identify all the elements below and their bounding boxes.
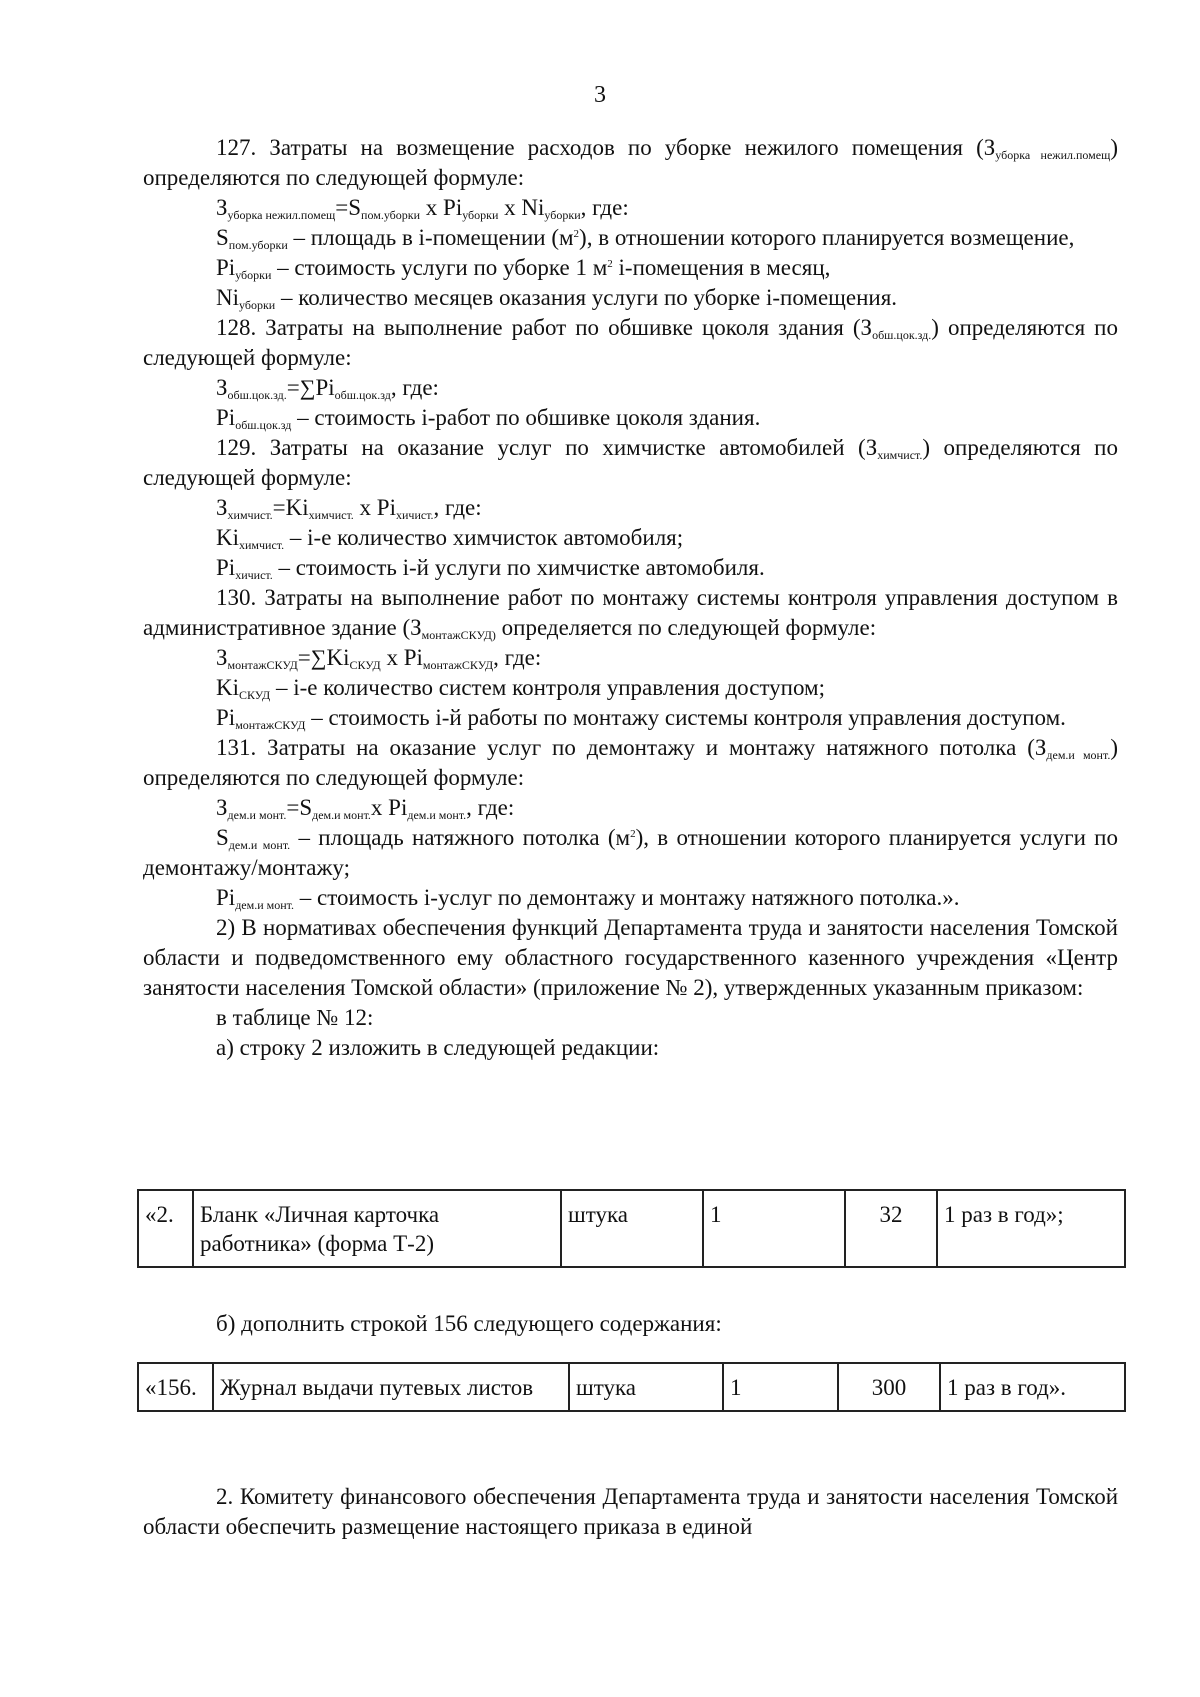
document-body (143, 133, 1118, 1063)
table-cell-frequency: 1 раз в год»; (937, 1190, 1125, 1267)
page-number: 3 (594, 82, 606, 108)
definition-127-price: $Pi_{уборки}$ – стоимость услуги по уборке 1 $м^2$ i-помещения в месяц, (216, 255, 831, 282)
table-cell-frequency: 1 раз в год». (940, 1363, 1125, 1411)
table-row (138, 1190, 1125, 1267)
formula-128: $З_{обш.цок.зд.}=\sum Pi_{обш.цок.зд}$, где: (216, 375, 439, 402)
definition-129-price: $Pi_{хичист.}$ – стоимость i-й услуги по химчистке автомобиля. (216, 555, 765, 582)
item-2-paragraph: 2) В нормативах обеспечения функций Департамента труда и занятости населения Томской области и подведомственного ему областного государственного казенного учреждения «Центр занятости населения Томской области» (приложение № 2), утвержденных указанным приказом: (143, 915, 1118, 1000)
table-reference: в таблице № 12: (216, 1005, 374, 1030)
table-cell-name: Журнал выдачи путевых листов (213, 1363, 569, 1411)
table-row-2-block (137, 1189, 1126, 1268)
definition-128-price: $Pi_{обш.цок.зд}$ – стоимость i-работ по обшивке цоколя здания. (216, 405, 761, 432)
formula-127: $З_{уборка нежил.помещ}=S_{пом.уборки}$ x $Pi_{уборки}$ x $Ni_{уборки}$, где: (216, 195, 629, 222)
subitem-b: б) дополнить строкой 156 следующего содержания: (216, 1311, 722, 1336)
table-cell-name: Бланк «Личная карточка работника» (форма Т-2) (193, 1190, 561, 1267)
formula-131: $З_{дем.и монт.}=S_{дем.и монт.}x$ $Pi_{дем.и монт.}$, где: (216, 795, 515, 822)
table-cell-number: «156. (138, 1363, 213, 1411)
paragraph-127: 127. Затраты на возмещение расходов по уборке нежилого помещения $(З_{уборка нежил.помещ})$ определяются по следующей формуле: (143, 135, 1118, 190)
table-cell-quantity: 1 (723, 1363, 838, 1411)
definition-127-area: $S_{пом.уборки}$ – площадь в i-помещении $(м^2)$, в отношении которого планируется возмещение, (216, 225, 1075, 252)
table-row-156-block (137, 1362, 1126, 1412)
paragraph-130: 130. Затраты на выполнение работ по монтажу системы контроля управления доступом в административное здание ($З_{монтажСКУД)}$ определяется по следующей формуле: (143, 585, 1118, 642)
paragraph-128: 128. Затраты на выполнение работ по обшивке цоколя здания $(З_{обш.цок.зд.})$ определяются по следующей формуле: (143, 315, 1118, 370)
paragraph-129: 129. Затраты на оказание услуг по химчистке автомобилей $(З_{химчист.})$ определяются по следующей формуле: (143, 435, 1118, 490)
definition-130-price: $Pi_{монтажСКУД}$ – стоимость i-й работы по монтажу системы контроля управления доступом. (216, 705, 1066, 732)
paragraph-item-2-final: 2. Комитету финансового обеспечения Департамента труда и занятости населения Томской области обеспечить размещение настоящего приказа в единой (143, 1484, 1118, 1539)
definition-127-months: $Ni_{уборки}$ – количество месяцев оказания услуги по уборке i-помещения. (216, 285, 898, 312)
table-cell-quantity: 1 (703, 1190, 845, 1267)
formula-130: $З_{монтажСКУД}=\sum Ki_{СКУД}$ x $Pi_{монтажСКУД}$, где: (216, 645, 542, 672)
table-row-2 (137, 1189, 1126, 1268)
table-cell-price: 32 (845, 1190, 937, 1267)
definition-129-count: $Ki_{химчист.} - i-е$ количество химчисток автомобиля; (216, 525, 684, 552)
table-cell-unit: штука (569, 1363, 723, 1411)
paragraph-131: 131. Затраты на оказание услуг по демонтажу и монтажу натяжного потолка $(З_{дем.и монт.})$ определяются по следующей формуле: (143, 735, 1118, 790)
table-cell-price: 300 (838, 1363, 940, 1411)
formula-129: $З_{химчист.}=Ki_{химчист.}$ x $Pi_{хичист.}$, где: (216, 495, 482, 522)
table-row-156 (137, 1362, 1126, 1412)
table-row (138, 1363, 1125, 1411)
subitem-a: а) строку 2 изложить в следующей редакции: (216, 1035, 660, 1060)
table-cell-unit: штука (561, 1190, 703, 1267)
definition-131-price: $Pi_{дем.и монт.}$ – стоимость i-услуг по демонтажу и монтажу натяжного потолка.». (216, 885, 960, 912)
table-cell-number: «2. (138, 1190, 193, 1267)
definition-131-area: $S_{дем.и монт.}$ – площадь натяжного потолка $(м^2)$, в отношении которого планируется услуги по демонтажу/монтажу; (143, 825, 1118, 880)
definition-130-count: $Ki_{СКУД} - i-е$ количество систем контроля управления доступом; (216, 675, 826, 702)
